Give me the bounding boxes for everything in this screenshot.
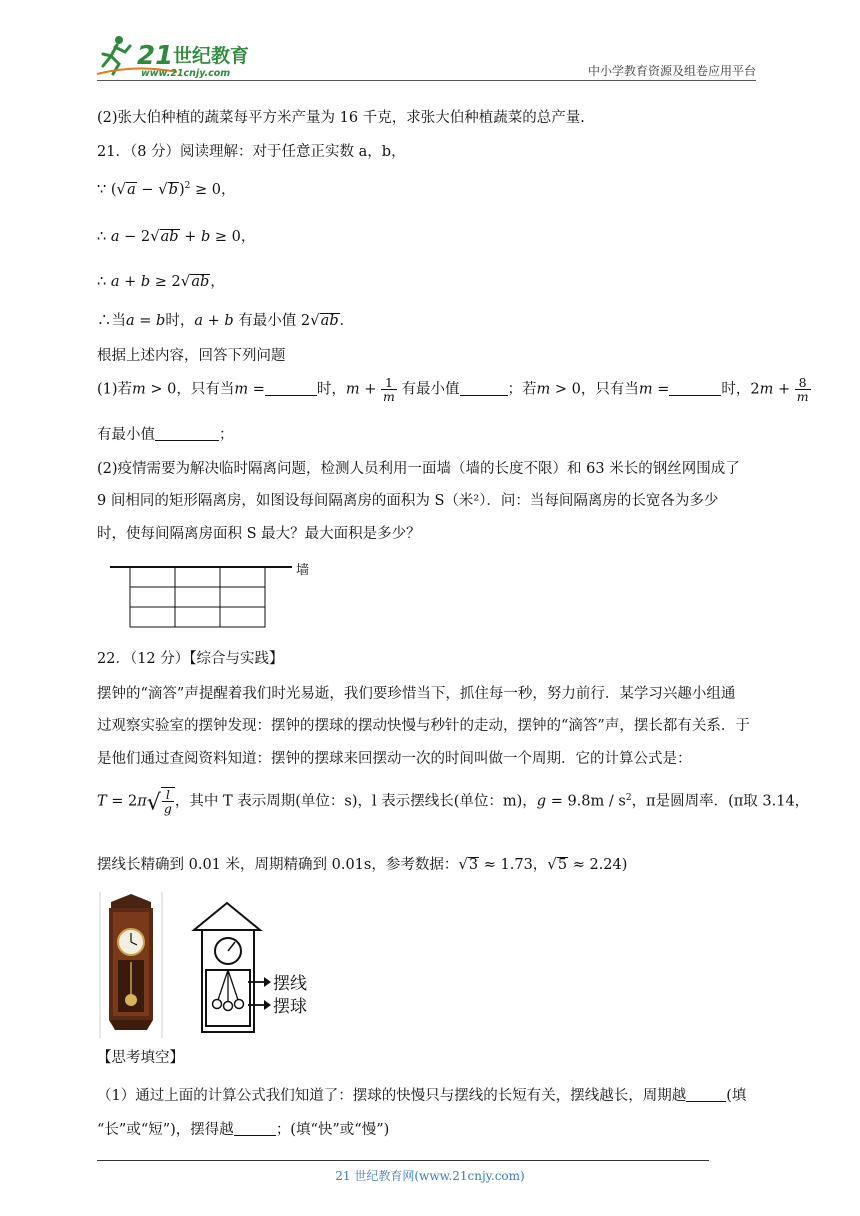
blank-4[interactable] — [155, 426, 219, 442]
pendulum-schematic — [190, 898, 330, 1038]
isolation-room-diagram — [110, 560, 325, 632]
q22-line3: 是他们通过查阅资料知道：摆钟的摆球来回摆动一次的时间叫做一个周期．它的计算公式是： — [97, 751, 692, 767]
label-pendulum-line: 摆线 — [273, 974, 307, 994]
pendulum-clock-photo — [99, 892, 163, 1038]
q22-section-title: 【思考填空】 — [97, 1050, 184, 1066]
q21-line3: ∴ a + b ≥ 2√ab， — [97, 272, 225, 290]
therefore-symbol: ∴ — [97, 229, 107, 245]
q21-part2-line2: 9 间相同的矩形隔离房，如图设每间隔离房的面积为 S（米²）．问：当每间隔离房的长宽各为多少 — [97, 493, 719, 509]
header-divider — [97, 80, 756, 81]
wall-label: 墙 — [296, 563, 310, 578]
q21-part2-line1: (2)疫情需要为解决临时隔离问题，检测人员利用一面墙（墙的长度不限）和 63 米长的钢丝网围成了 — [97, 461, 740, 477]
q21-line2: ∴ a − 2√ab + b ≥ 0， — [97, 227, 256, 245]
q21-part1: (1)若m > 0，只有当m = 时，m + $\frac{1}{m}$ 有最小值 ；若m > 0，只有当m = 时，2m + $\frac{8}{m}$ — [97, 375, 809, 405]
label-pendulum-ball: 摆球 — [273, 997, 307, 1017]
blank-6[interactable] — [234, 1121, 276, 1137]
logo-21cnjy — [97, 34, 257, 80]
footer-divider — [97, 1160, 709, 1161]
because-symbol: ∵ — [97, 182, 107, 198]
q22-t1-line2: “长”或“短”)，摆得越 ；(填“快”或“慢”) — [97, 1122, 390, 1138]
q21-part1-cont: 有最小值 ； — [97, 427, 234, 443]
blank-3[interactable] — [669, 380, 721, 396]
q20-part2: (2)张大伯种植的蔬菜每平方米产量为 16 千克，求张大伯种植蔬菜的总产量. — [97, 110, 585, 126]
q21-line4: ∴当a = b时，a + b 有最小值 2√ab． — [97, 311, 355, 329]
q21-line1: ∵ $(√a - √b)^2 \ge 0$， — [97, 180, 236, 198]
blank-1[interactable] — [265, 380, 317, 396]
q22-t1-line1: （1）通过上面的计算公式我们知道了：摆球的快慢只与摆线的长短有关，摆线越长，周期越 (填 — [97, 1088, 747, 1104]
logo-url: www.21cnjy.com — [141, 68, 231, 79]
q22-formula-line: T = 2π√ $\frac{l}{g}$ ，其中 T 表示周期(单位：s)，l 表示摆线长(单位：m)，$g = 9.8m / s^2$，π是圆周率．(π取 3.14， — [97, 787, 810, 817]
logo-number: 21 — [137, 41, 174, 71]
logo-text: 世纪教育 — [173, 45, 250, 67]
therefore-symbol: ∴ — [97, 274, 107, 290]
q21-answer-intro: 根据上述内容，回答下列问题 — [97, 348, 286, 364]
q22-heading: 22．（12 分）【综合与实践】 — [97, 651, 284, 667]
platform-name: 中小学教育资源及组卷应用平台 — [587, 64, 756, 78]
q21-heading: 21．（8 分）阅读理解：对于任意正实数 a，b， — [97, 144, 406, 160]
blank-2[interactable] — [460, 380, 508, 396]
q21-part2-line3: 时，使每间隔离房面积 S 最大？最大面积是多少？ — [97, 526, 421, 542]
q22-line5: 摆线长精确到 0.01 米，周期精确到 0.01s，参考数据：√3 ≈ 1.73，√5 ≈ 2.24) — [97, 855, 628, 873]
blank-5[interactable] — [686, 1087, 726, 1103]
footer-link[interactable]: 21 世纪教育网(www.21cnjy.com) — [335, 1169, 525, 1183]
q22-line1: 摆钟的“滴答”声提醒着我们时光易逝，我们要珍惜当下，抓住每一秒，努力前行．某学习兴趣小组通 — [97, 686, 736, 702]
q22-line2: 过观察实验室的摆钟发现：摆钟的摆球的摆动快慢与秒针的走动，摆钟的“滴答”声，摆长都有关系．于 — [97, 718, 750, 734]
